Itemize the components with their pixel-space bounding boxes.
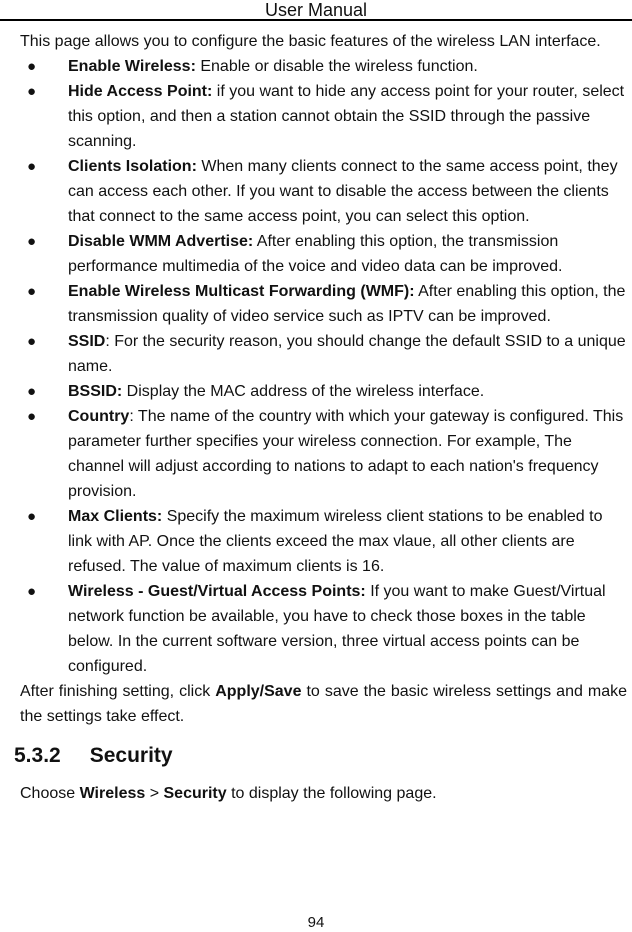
section-title: Security <box>89 744 173 767</box>
page-header-title: User Manual <box>264 0 368 20</box>
bullet-term: Country <box>68 408 130 425</box>
bullet-icon: ● <box>27 158 37 175</box>
bullet-desc: Display the MAC address of the wireless interface. <box>122 383 485 400</box>
bullet-desc: : The name of the country with which your gateway is configured. This parameter further specifies your wireless connection. For example, The channel will adjust according to nations to adapt to each nation's frequency provision. <box>68 408 624 500</box>
bullet-desc: After enabling this option, the transmission quality of video service such as IPTV can be improved. <box>68 283 626 325</box>
list-item <box>20 79 627 154</box>
list-item <box>20 504 627 579</box>
closing-paragraph <box>20 679 627 729</box>
bullet-icon: ● <box>27 508 37 525</box>
closing-post: to save the basic wireless settings and make the settings take effect. <box>20 683 628 725</box>
list-item <box>20 54 627 79</box>
bullet-desc: Enable or disable the wireless function. <box>195 58 478 75</box>
page-content <box>0 21 632 806</box>
bullet-icon: ● <box>27 233 37 250</box>
list-item <box>20 404 627 504</box>
section-heading <box>14 743 627 769</box>
bullet-term: Enable Wireless Multicast Forwarding (WMF): <box>68 283 415 300</box>
bullet-term: Hide Access Point: <box>68 83 213 100</box>
bullet-desc: if you want to hide any access point for your router, select this option, and then a station cannot obtain the SSID through the passive scanning. <box>68 83 625 150</box>
list-item <box>20 379 627 404</box>
bullet-term: Enable Wireless: <box>68 58 196 75</box>
bullet-icon: ● <box>27 333 37 350</box>
closing-pre: After finishing setting, click <box>20 683 216 700</box>
list-item <box>20 279 627 329</box>
bullet-term: Wireless - Guest/Virtual Access Points: <box>68 583 366 600</box>
bullet-icon: ● <box>27 283 37 300</box>
bullet-icon: ● <box>27 583 37 600</box>
list-item <box>20 579 627 679</box>
bullet-icon: ● <box>27 58 37 75</box>
bullet-icon: ● <box>27 383 37 400</box>
bullet-term: Clients Isolation: <box>68 158 197 175</box>
bullet-desc: If you want to make Guest/Virtual network function be available, you have to check those boxes in the table below. In the current software version, three virtual access points can be configured. <box>68 583 606 675</box>
section-number: 5.3.2 <box>14 744 61 767</box>
bullet-term: SSID <box>68 333 106 350</box>
bullet-term: BSSID: <box>68 383 123 400</box>
apply-save-keyword: Apply/Save <box>215 683 302 700</box>
bullet-term: Max Clients: <box>68 508 163 525</box>
choose-post: to display the following page. <box>226 785 437 802</box>
page-header <box>0 0 632 21</box>
choose-paragraph <box>20 781 627 806</box>
list-item <box>20 329 627 379</box>
page-number: 94 <box>307 914 325 931</box>
bullet-term: Disable WMM Advertise: <box>68 233 254 250</box>
choose-separator: > <box>145 785 164 802</box>
bullet-icon: ● <box>27 408 37 425</box>
bullet-desc: When many clients connect to the same access point, they can access each other. If you want to disable the access between the clients that connect to the same access point, you can select this option. <box>68 158 618 225</box>
menu-security-keyword: Security <box>163 785 227 802</box>
intro-paragraph: This page allows you to configure the basic features of the wireless LAN interface. <box>20 33 601 50</box>
bullet-desc: After enabling this option, the transmission performance multimedia of the voice and video data can be improved. <box>68 233 563 275</box>
bullet-desc: Specify the maximum wireless client stations to be enabled to link with AP. Once the clients exceed the max vlaue, all other clients are refused. The value of maximum clients is 16. <box>68 508 603 575</box>
choose-pre: Choose <box>20 785 80 802</box>
bullet-icon: ● <box>27 83 37 100</box>
list-item <box>20 154 627 229</box>
bullet-desc: : For the security reason, you should change the default SSID to a unique name. <box>68 333 626 375</box>
page-footer <box>0 915 632 930</box>
menu-wireless-keyword: Wireless <box>79 785 146 802</box>
list-item <box>20 229 627 279</box>
